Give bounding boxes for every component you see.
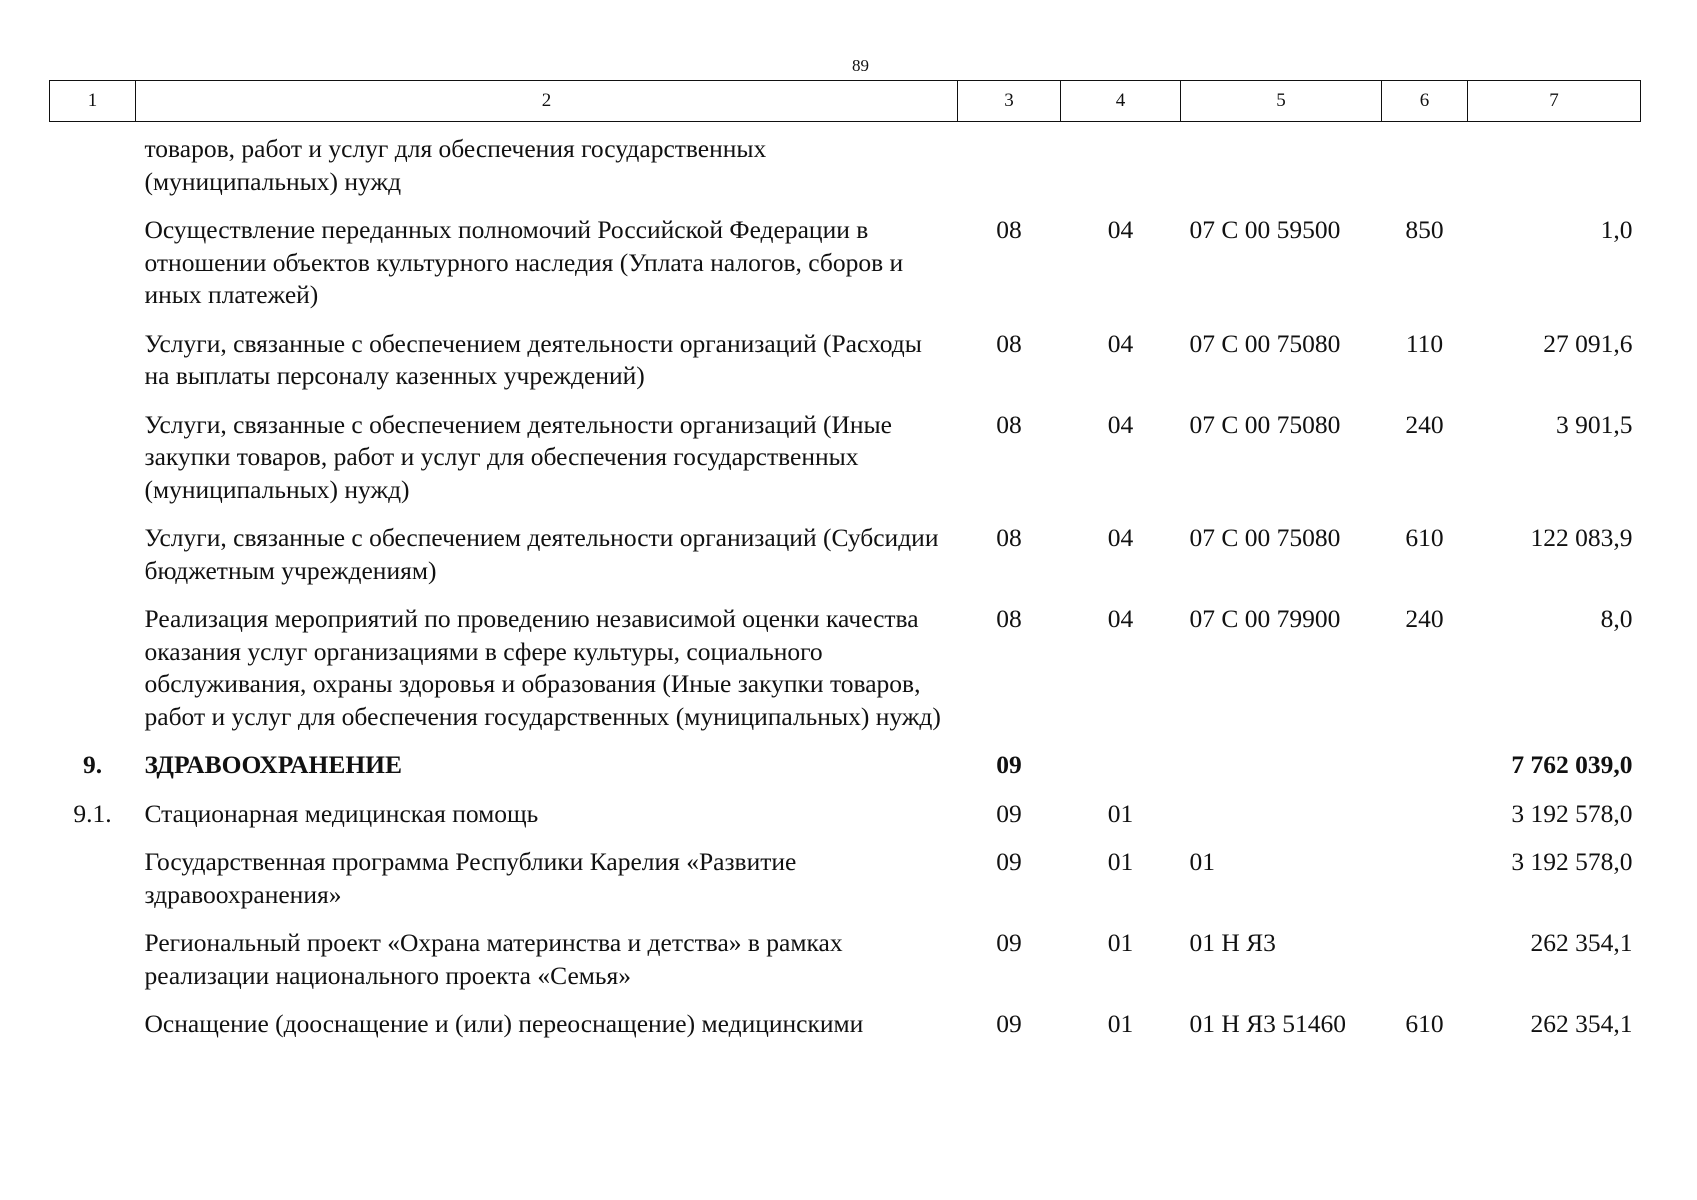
row-name: Услуги, связанные с обеспечением деятельности организаций (Субсидии бюджетным учреждениям) [144, 523, 939, 585]
row-name: Государственная программа Республики Карелия «Развитие здравоохранения» [144, 847, 797, 909]
row-name: Стационарная медицинская помощь [144, 798, 539, 828]
row-number [50, 846, 136, 927]
row-amount: 122 083,9 [1530, 523, 1633, 552]
row-amount: 1,0 [1600, 215, 1633, 244]
row-section: 08 [996, 328, 1022, 358]
row-name: товаров, работ и услуг для обеспечения государственных (муниципальных) нужд [144, 134, 767, 196]
row-number [50, 1008, 136, 1057]
column-header: 3 [958, 81, 1061, 122]
row-subsection: 04 [1107, 409, 1134, 439]
row-subsection: 04 [1107, 328, 1134, 358]
row-amount: 27 091,6 [1543, 328, 1633, 358]
row-section: 08 [996, 215, 1022, 244]
column-header: 7 [1468, 81, 1641, 122]
row-subsection: 01 [1107, 798, 1134, 828]
row-amount: 262 354,1 [1530, 1009, 1633, 1038]
row-target-article: 01 Н Я3 51460 [1189, 1009, 1347, 1038]
row-target-article: 07 С 00 75080 [1189, 328, 1341, 358]
row-number [50, 409, 136, 523]
column-header: 1 [50, 81, 136, 122]
row-target-article [1181, 749, 1382, 798]
row-expense-type [1382, 749, 1468, 798]
row-subsection [1061, 749, 1181, 798]
row-target-article: 07 С 00 79900 [1189, 604, 1341, 633]
table-row [50, 522, 1641, 603]
row-section: 09 [996, 1009, 1022, 1038]
row-expense-type: 110 [1405, 328, 1444, 358]
row-expense-type [1382, 927, 1468, 1008]
row-subsection: 04 [1107, 523, 1134, 552]
row-number: 9. [82, 750, 103, 779]
row-expense-type: 610 [1405, 1009, 1444, 1038]
row-number [50, 927, 136, 1008]
row-number [50, 328, 136, 409]
row-number [50, 214, 136, 328]
table-row [50, 328, 1641, 409]
row-expense-type [1382, 798, 1468, 847]
column-header: 2 [136, 81, 958, 122]
row-section: 08 [996, 604, 1022, 633]
row-expense-type: 850 [1405, 215, 1444, 244]
row-section: 09 [996, 798, 1022, 828]
row-section: 09 [996, 750, 1022, 779]
row-name: Региональный проект «Охрана материнства и детства» в рамках реализации национального проекта «Семья» [144, 928, 843, 990]
row-target-article: 07 С 00 75080 [1189, 409, 1341, 439]
table-row [50, 214, 1641, 328]
row-target-article: 07 С 00 75080 [1189, 523, 1341, 552]
row-number [50, 603, 136, 749]
row-expense-type [1382, 846, 1468, 927]
row-target-article: 01 [1189, 847, 1215, 876]
row-name: Услуги, связанные с обеспечением деятельности организаций (Иные закупки товаров, работ и услуг для обеспечения государственных (муниципальных) нужд) [144, 409, 892, 504]
row-target-article: 07 С 00 59500 [1189, 215, 1341, 244]
row-number [50, 522, 136, 603]
row-amount: 7 762 039,0 [1511, 750, 1633, 779]
column-header: 4 [1061, 81, 1181, 122]
row-number [50, 122, 136, 215]
row-expense-type: 240 [1405, 604, 1444, 633]
row-name: Осуществление переданных полномочий Российской Федерации в отношении объектов культурного наследия (Уплата налогов, сборов и иных платежей) [144, 215, 904, 309]
row-amount: 8,0 [1600, 604, 1633, 633]
header-row [50, 81, 1641, 122]
row-target-article [1181, 122, 1382, 215]
table-row [50, 798, 1641, 847]
row-amount: 3 901,5 [1556, 409, 1633, 439]
row-section: 08 [996, 523, 1022, 552]
table-row [50, 603, 1641, 749]
table-row [50, 1008, 1641, 1057]
table-row [50, 927, 1641, 1008]
row-subsection: 04 [1107, 604, 1134, 633]
row-subsection: 01 [1107, 928, 1134, 957]
row-target-article: 01 Н Я3 [1189, 928, 1276, 957]
table-row [50, 409, 1641, 523]
table-row [50, 749, 1641, 798]
column-header: 6 [1382, 81, 1468, 122]
row-section: 08 [996, 409, 1022, 439]
row-subsection: 04 [1107, 215, 1134, 244]
row-expense-type [1382, 122, 1468, 215]
row-expense-type: 240 [1405, 409, 1444, 439]
budget-table [49, 80, 1641, 1057]
row-amount [1468, 122, 1641, 215]
row-section: 09 [996, 928, 1022, 957]
row-number: 9.1. [73, 798, 112, 828]
row-amount: 3 192 578,0 [1511, 847, 1633, 876]
row-amount: 3 192 578,0 [1511, 798, 1633, 828]
row-amount: 262 354,1 [1530, 928, 1633, 957]
row-name: ЗДРАВООХРАНЕНИЕ [144, 750, 403, 779]
row-name: Реализация мероприятий по проведению независимой оценки качества оказания услуг организациями в сфере культуры, социального обслуживания, охраны здоровья и образования (Иные закупки товаров, работ и услуг для обеспечения государственных (муниципальных) нужд) [144, 604, 941, 731]
row-section: 09 [996, 847, 1022, 876]
row-name: Оснащение (дооснащение и (или) переоснащение) медицинскими [144, 1009, 864, 1038]
table-row [50, 122, 1641, 215]
row-expense-type: 610 [1405, 523, 1444, 552]
row-section [958, 122, 1061, 215]
row-subsection: 01 [1107, 1009, 1134, 1038]
table-row [50, 846, 1641, 927]
row-subsection: 01 [1107, 847, 1134, 876]
row-name: Услуги, связанные с обеспечением деятельности организаций (Расходы на выплаты персоналу казенных учреждений) [144, 328, 922, 390]
column-header: 5 [1181, 81, 1382, 122]
row-target-article [1181, 798, 1382, 847]
page-number: 89 [852, 56, 869, 75]
row-subsection [1061, 122, 1181, 215]
